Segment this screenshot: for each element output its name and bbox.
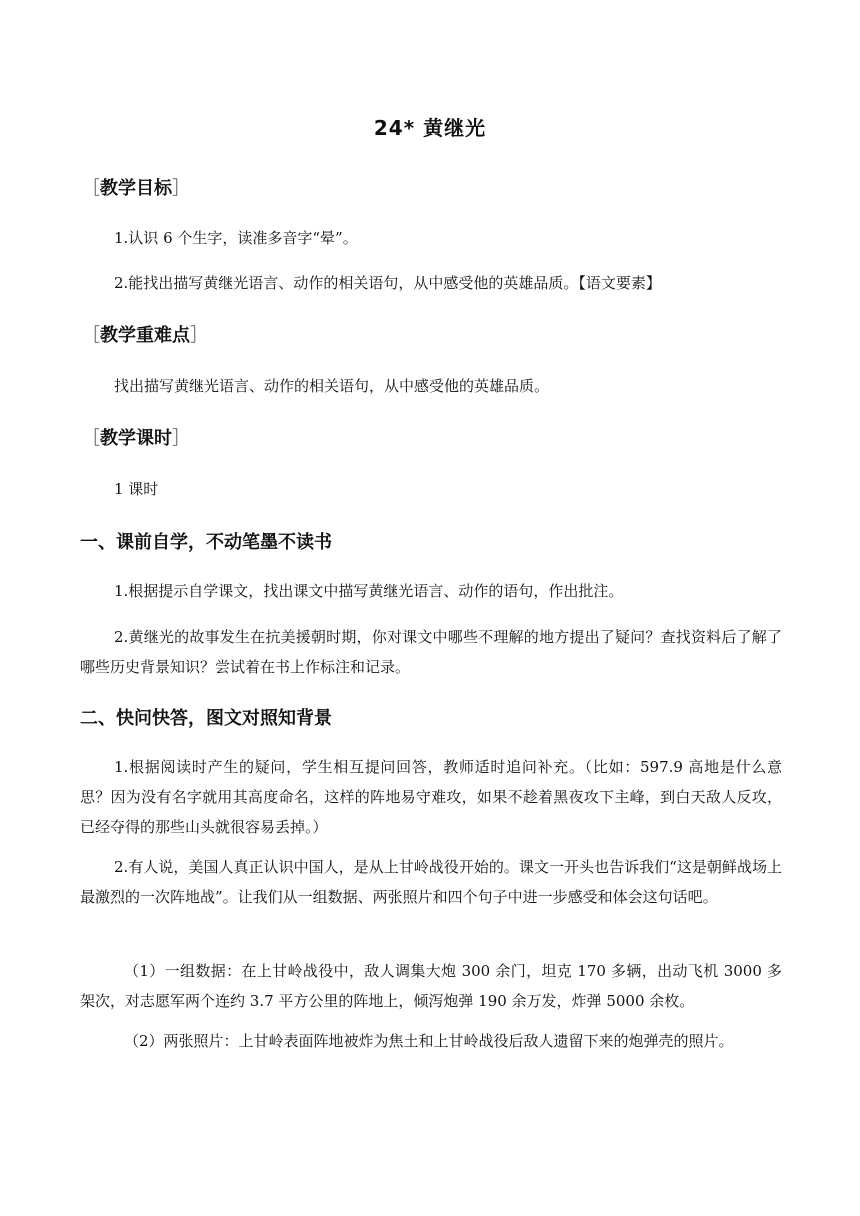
key-points-heading: ［教学重难点］	[82, 325, 208, 346]
part2-subitem: （2）两张照片：上甘岭表面阵地被炸为焦土和上甘岭战役后敌人遗留下来的炮弹壳的照片。	[124, 1032, 734, 1050]
part1-heading: 一、课前自学，不动笔墨不读书	[80, 532, 332, 553]
objective-item: 2.能找出描写黄继光语言、动作的相关语句，从中感受他的英雄品质。【语文要素】	[114, 274, 661, 292]
document-title: 24* 黄继光	[373, 116, 487, 140]
objective-item: 1.认识 6 个生字，读准多音字“晕”。	[114, 229, 358, 247]
part1-item: 2.黄继光的故事发生在抗美援朝时期，你对课文中哪些不理解的地方提出了疑问？查找资料后了解了哪些历史背景知识？尝试着在书上作标注和记录。	[80, 628, 782, 676]
part2-item: 1.根据阅读时产生的疑问，学生相互提问回答，教师适时追问补充。（比如：597.9 高地是什么意思？因为没有名字就用其高度命名，这样的阵地易守难攻，如果不趁着黑夜攻下主峰，到白天敌人反攻，已经夺得的那些山头就很容易丢掉。）	[80, 758, 782, 836]
part2-item: 2.有人说，美国人真正认识中国人，是从上甘岭战役开始的。课文一开头也告诉我们“这是朝鲜战场上最激烈的一次阵地战”。让我们从一组数据、两张照片和四个句子中进一步感受和体会这句话吧。	[80, 858, 782, 906]
key-points-text: 找出描写黄继光语言、动作的相关语句，从中感受他的英雄品质。	[114, 377, 550, 395]
periods-text: 1 课时	[114, 480, 159, 498]
part2-subitem: （1）一组数据：在上甘岭战役中，敌人调集大炮 300 余门，坦克 170 多辆，出动飞机 3000 多架次，对志愿军两个连约 3.7 平方公里的阵地上，倾泻炮弹 190 余万发，炸弹 5000 余枚。	[80, 962, 782, 1010]
part1-item: 1.根据提示自学课文，找出课文中描写黄继光语言、动作的语句，作出批注。	[114, 582, 624, 600]
objectives-heading: ［教学目标］	[82, 178, 190, 199]
periods-heading: ［教学课时］	[82, 428, 190, 449]
part2-heading: 二、快问快答，图文对照知背景	[80, 708, 332, 729]
